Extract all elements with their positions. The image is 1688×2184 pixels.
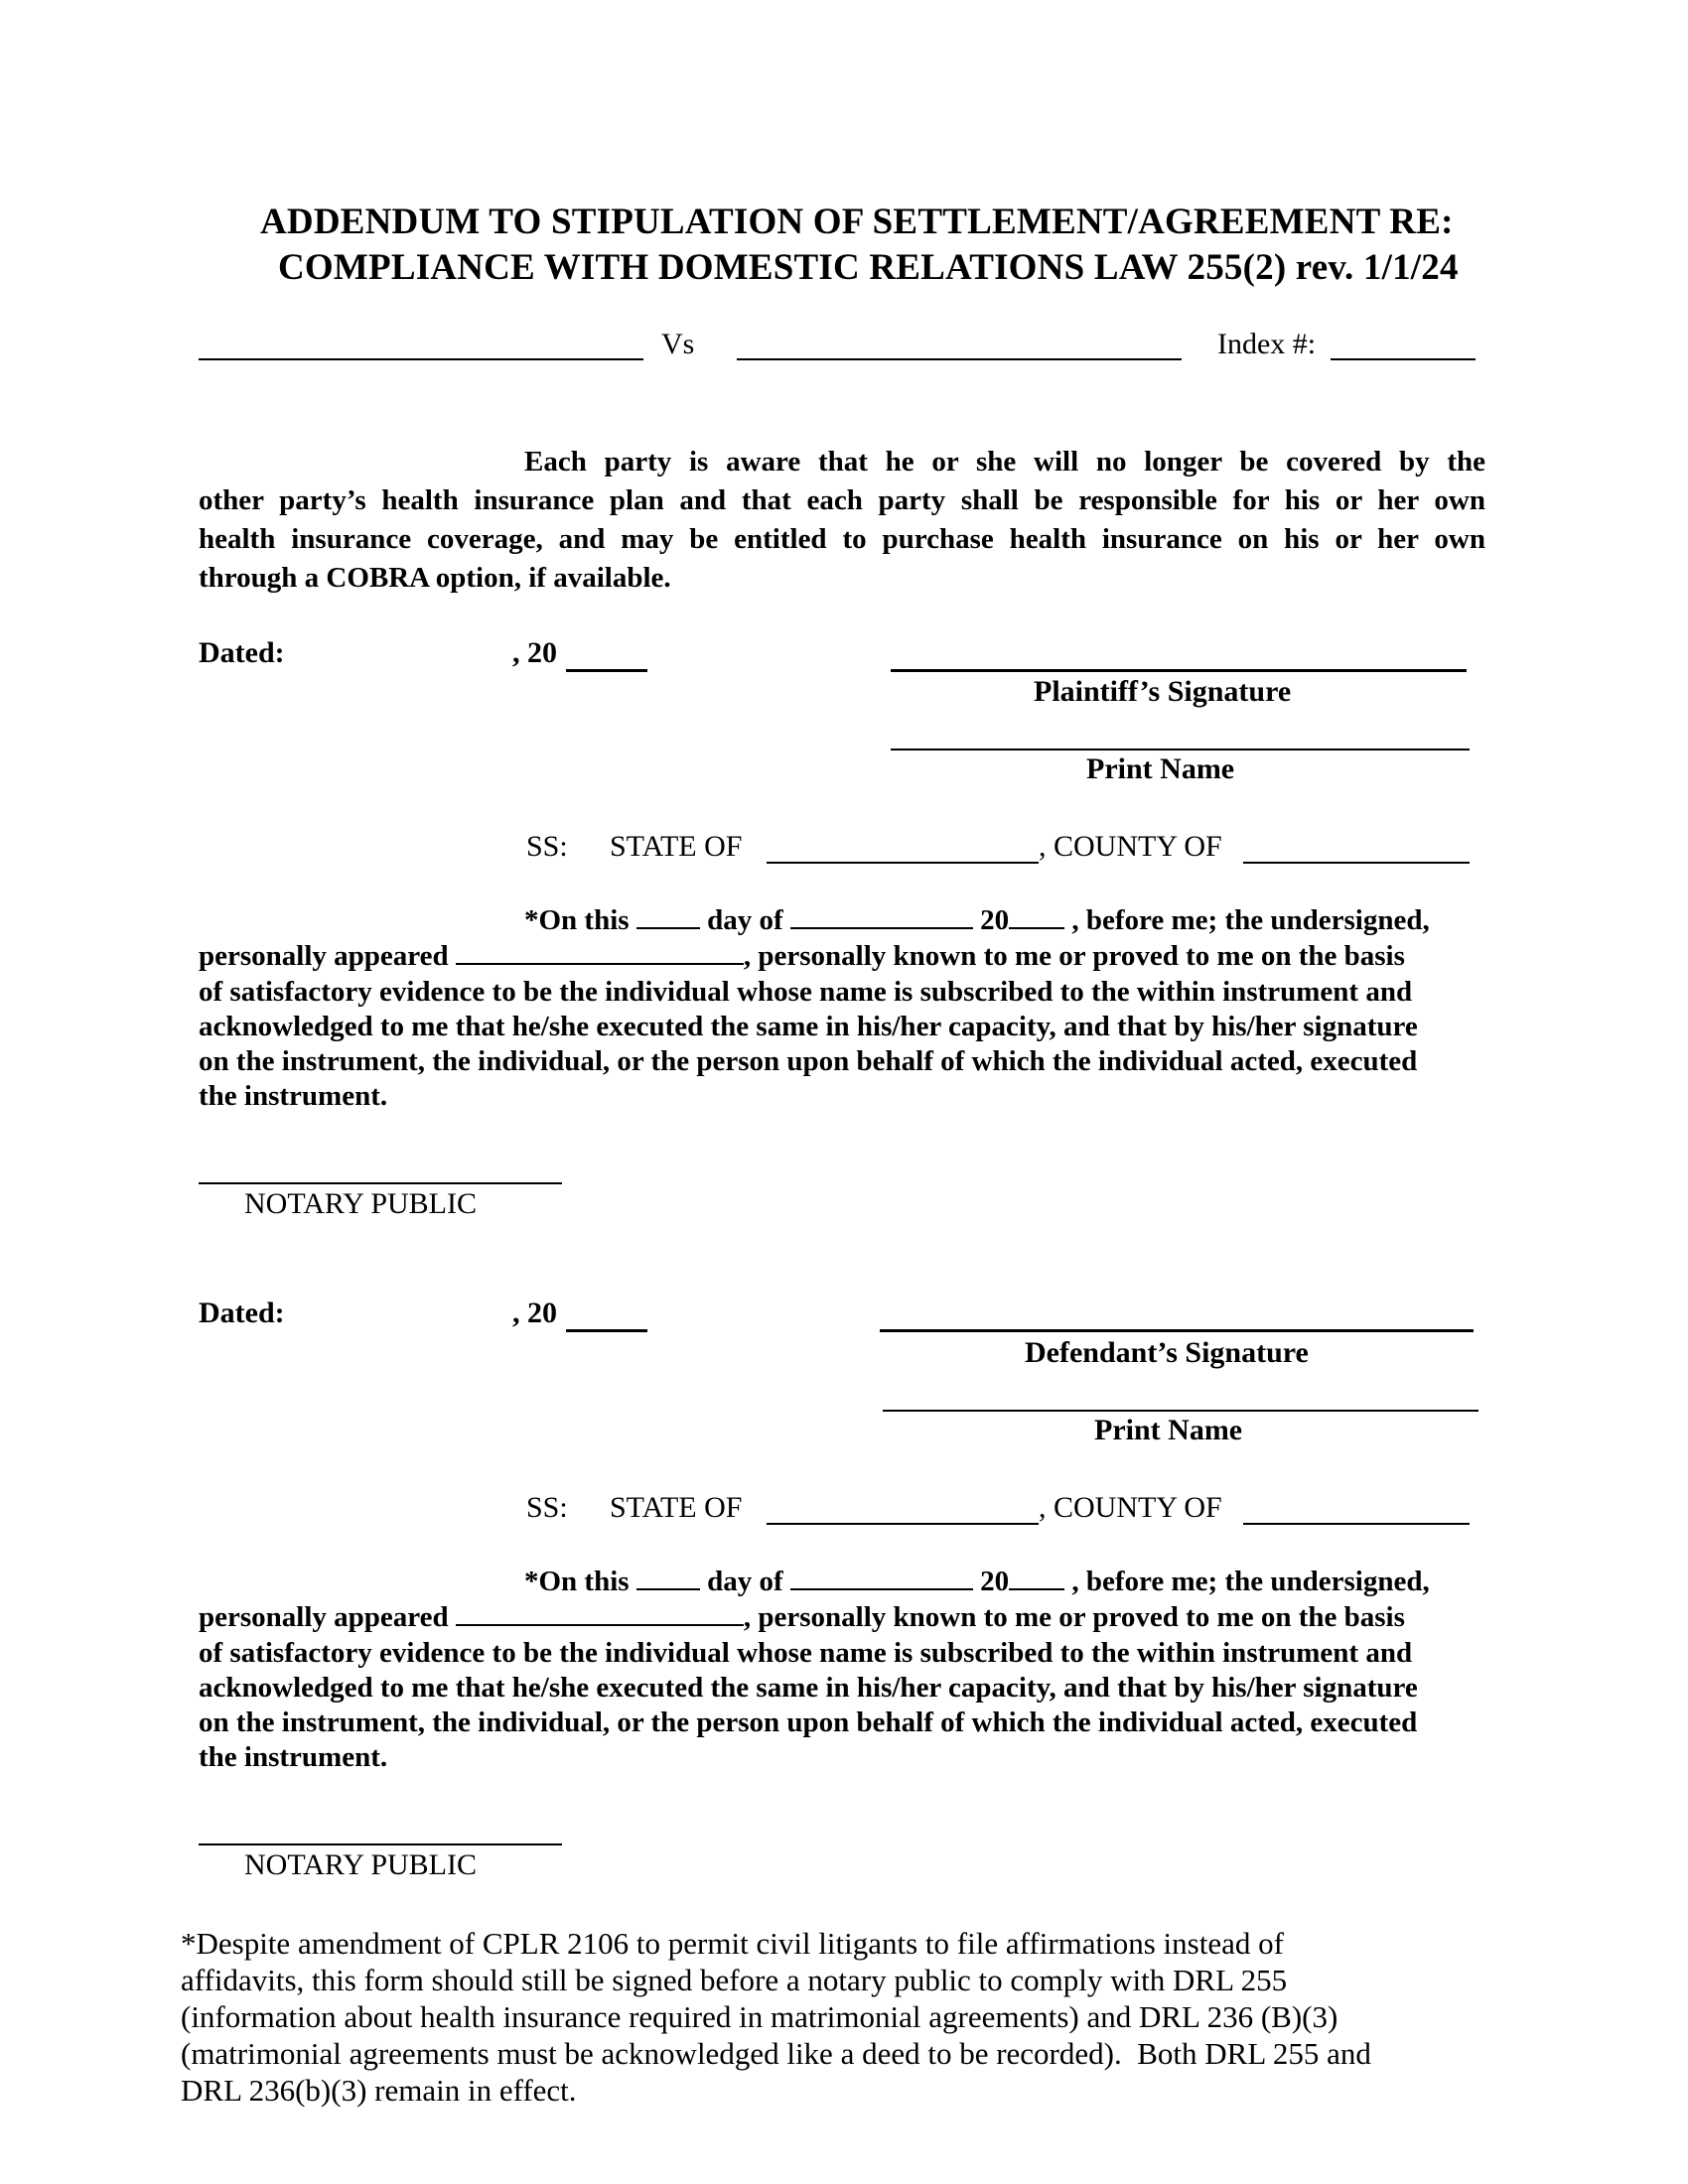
plaintiff-county-blank[interactable] <box>1243 862 1470 864</box>
plaintiff-print-name-label: Print Name <box>1086 752 1235 785</box>
defendant-notary-line[interactable] <box>199 1843 562 1845</box>
plaintiff-on-this: *On this <box>524 904 630 936</box>
plaintiff-ack-year-blank[interactable] <box>1009 905 1064 929</box>
plaintiff-personally-appeared: personally appeared <box>199 940 449 972</box>
plaintiff-ack-body <box>199 973 1477 1116</box>
statement-line-4: through a COBRA option, if available. <box>199 562 671 594</box>
plaintiff-dated-label: Dated: <box>199 636 285 669</box>
defendant-ack-line-1 <box>524 1563 1477 1601</box>
defendant-print-name-label: Print Name <box>1094 1414 1243 1446</box>
defendant-day-of: day of <box>707 1566 783 1597</box>
plaintiff-state-label: STATE OF <box>610 830 743 863</box>
plaintiff-signature-label: Plaintiff’s Signature <box>1034 675 1292 708</box>
plaintiff-ack-line-3: of satisfactory evidence to be the individual whose name is subscribed to the within instrument and <box>199 976 1413 1008</box>
statement-body <box>199 481 1485 598</box>
defendant-state-blank[interactable] <box>767 1523 1039 1525</box>
plaintiff-ack-month-blank[interactable] <box>790 905 973 929</box>
statement-line-3: health insurance coverage, and may be entitled to purchase health insurance on his or her own <box>199 523 1485 555</box>
plaintiff-print-name-line[interactable] <box>891 749 1470 751</box>
plaintiff-notary-label: NOTARY PUBLIC <box>244 1187 478 1220</box>
plaintiff-ack-line-5: on the instrument, the individual, or the person upon behalf of which the individual acted, executed <box>199 1045 1418 1077</box>
plaintiff-signature-line[interactable] <box>891 669 1467 672</box>
defendant-personally-appeared: personally appeared <box>199 1601 449 1633</box>
defendant-on-this: *On this <box>524 1566 630 1597</box>
plaintiff-ack-day-blank[interactable] <box>636 905 700 929</box>
defendant-ack-year-blank[interactable] <box>1009 1567 1064 1590</box>
title-line-1: ADDENDUM TO STIPULATION OF SETTLEMENT/AGREEMENT RE: <box>260 202 1454 242</box>
plaintiff-day-of: day of <box>707 904 783 936</box>
defendant-ack-line-2 <box>199 1598 1477 1637</box>
plaintiff-name-blank[interactable] <box>199 358 643 360</box>
plaintiff-county-label: , COUNTY OF <box>1039 830 1222 863</box>
defendant-signature-label: Defendant’s Signature <box>1025 1336 1309 1369</box>
plaintiff-notary-line[interactable] <box>199 1182 562 1184</box>
plaintiff-before-me: , before me; the undersigned, <box>1071 904 1430 936</box>
defendant-ack-line-3: of satisfactory evidence to be the individual whose name is subscribed to the within instrument and <box>199 1637 1413 1669</box>
defendant-known: , personally known to me or proved to me on the basis <box>743 1601 1405 1633</box>
plaintiff-year-prefix: , 20 <box>512 636 557 669</box>
plaintiff-ack-line-6: the instrument. <box>199 1080 388 1112</box>
defendant-ack-month-blank[interactable] <box>790 1567 973 1590</box>
footnote-line-3: (information about health insurance required in matrimonial agreements) and DRL 236 (B)(3) <box>181 1999 1338 2034</box>
plaintiff-ack-line-2 <box>199 937 1477 976</box>
defendant-dated-label: Dated: <box>199 1297 285 1329</box>
defendant-county-label: , COUNTY OF <box>1039 1491 1222 1524</box>
footnote <box>181 1925 1371 2109</box>
plaintiff-year-blank[interactable] <box>566 669 647 672</box>
defendant-name-blank[interactable] <box>737 358 1182 360</box>
index-label: Index #: <box>1217 328 1317 360</box>
defendant-print-name-line[interactable] <box>883 1410 1478 1412</box>
plaintiff-ack-line-4: acknowledged to me that he/she executed the same in his/her capacity, and that by his/her signature <box>199 1011 1418 1042</box>
title-line-2: COMPLIANCE WITH DOMESTIC RELATIONS LAW 255(2) rev. 1/1/24 <box>278 247 1459 288</box>
plaintiff-ss-label: SS: <box>526 830 568 863</box>
defendant-notary-label: NOTARY PUBLIC <box>244 1848 478 1881</box>
defendant-signature-line[interactable] <box>880 1329 1474 1332</box>
plaintiff-state-blank[interactable] <box>767 862 1039 864</box>
defendant-ack-line-4: acknowledged to me that he/she executed the same in his/her capacity, and that by his/her signature <box>199 1672 1418 1704</box>
index-number-blank[interactable] <box>1331 358 1476 360</box>
defendant-county-blank[interactable] <box>1243 1523 1470 1525</box>
defendant-ack-body <box>199 1634 1477 1777</box>
defendant-ss-label: SS: <box>526 1491 568 1524</box>
statement-paragraph <box>524 443 1485 481</box>
defendant-year-prefix: , 20 <box>512 1297 557 1329</box>
defendant-ack-line-6: the instrument. <box>199 1741 388 1773</box>
plaintiff-appeared-name-blank[interactable] <box>456 941 744 965</box>
footnote-line-1: *Despite amendment of CPLR 2106 to permit civil litigants to file affirmations instead of <box>181 1926 1284 1961</box>
defendant-ack-line-5: on the instrument, the individual, or the person upon behalf of which the individual acted, executed <box>199 1706 1418 1738</box>
defendant-appeared-name-blank[interactable] <box>456 1602 744 1626</box>
statement-line-2: other party’s health insurance plan and that each party shall be responsible for his or her own <box>199 484 1485 516</box>
defendant-ack-day-blank[interactable] <box>636 1567 700 1590</box>
footnote-line-4: (matrimonial agreements must be acknowledged like a deed to be recorded). Both DRL 255 and <box>181 2036 1371 2071</box>
defendant-before-me: , before me; the undersigned, <box>1071 1566 1430 1597</box>
plaintiff-ack-twenty: 20 <box>980 904 1010 936</box>
footnote-line-2: affidavits, this form should still be signed before a notary public to comply with DRL 255 <box>181 1963 1288 1997</box>
statement-line-1: Each party is aware that he or she will no longer be covered by the <box>524 446 1485 478</box>
plaintiff-ack-line-1 <box>524 901 1477 940</box>
vs-label: Vs <box>661 328 695 360</box>
defendant-ack-twenty: 20 <box>980 1566 1010 1597</box>
footnote-line-5: DRL 236(b)(3) remain in effect. <box>181 2073 577 2108</box>
defendant-state-label: STATE OF <box>610 1491 743 1524</box>
plaintiff-known: , personally known to me or proved to me on the basis <box>743 940 1405 972</box>
defendant-year-blank[interactable] <box>566 1329 647 1332</box>
